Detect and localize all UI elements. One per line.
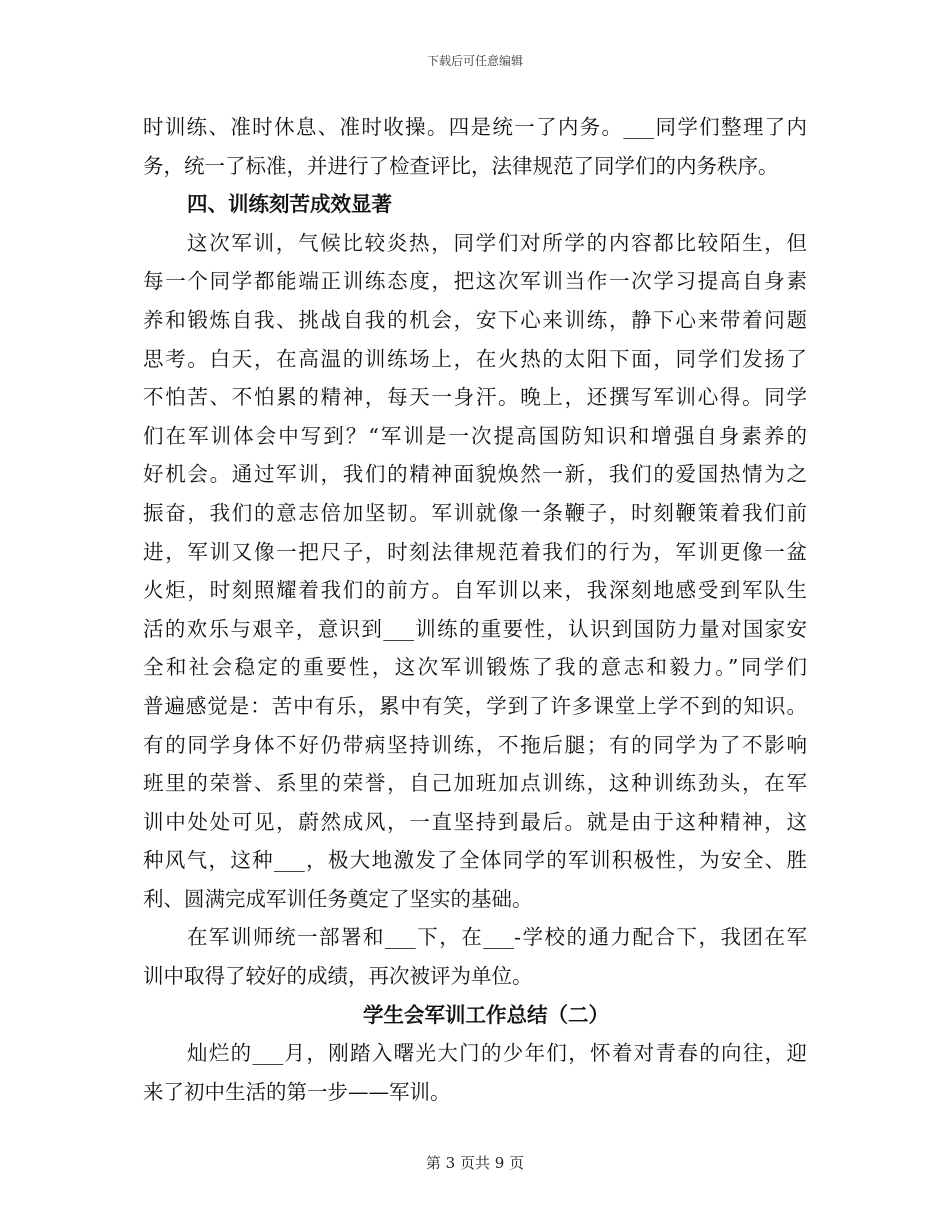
text-line: 灿烂的___月，刚踏入曙光大门的少年们，怀着对青春的向往，迎 [187, 1041, 807, 1066]
page-footer: 第 3 页共 9 页 [425, 1154, 525, 1172]
text-line: 普遍感觉是：苦中有乐，累中有笑，学到了许多课堂上学不到的知识。 [143, 693, 807, 718]
text-line: 每一个同学都能端正训练态度，把这次军训当作一次学习提高自身素 [143, 269, 807, 294]
paragraph [143, 1034, 807, 1111]
text-line: 振奋，我们的意志倍加坚韧。军训就像一条鞭子，时刻鞭策着我们前 [143, 500, 807, 525]
text-line: 来了初中生活的第一步——军训。 [143, 1079, 451, 1104]
paragraph [143, 224, 807, 919]
text-line: 进，军训又像一把尺子，时刻法律规范着我们的行为，军训更像一盆 [143, 539, 807, 564]
text-line: 们在军训体会中写到？“军训是一次提高国防知识和增强自身素养的 [143, 423, 807, 448]
text-line: 不怕苦、不怕累的精神，每天一身汗。晚上，还撰写军训心得。同学 [143, 385, 807, 410]
text-line: 种风气，这种___，极大地激发了全体同学的军训积极性，为安全、胜 [143, 848, 807, 873]
text-line: 思考。白天，在高温的训练场上，在火热的太阳下面，同学们发扬了 [143, 346, 807, 371]
text-line: 全和社会稳定的重要性，这次军训锻炼了我的意志和毅力。”同学们 [143, 655, 807, 680]
text-line: 火炬，时刻照耀着我们的前方。自军训以来，我深刻地感受到军队生 [143, 578, 807, 603]
text-line: 有的同学身体不好仍带病坚持训练，不拖后腿；有的同学为了不影响 [143, 732, 807, 757]
text-line: 训中取得了较好的成绩，再次被评为单位。 [143, 964, 533, 989]
text-line: 这次军训，气候比较炎热，同学们对所学的内容都比较陌生，但 [187, 230, 807, 255]
paragraph [143, 108, 807, 185]
section-heading: 四、训练刻苦成效显著 [187, 192, 392, 217]
text-line: 养和锻炼自我、挑战自我的机会，安下心来训练，静下心来带着问题 [143, 307, 807, 332]
text-line: 活的欢乐与艰辛，意识到___训练的重要性，认识到国防力量对国家安 [143, 616, 807, 641]
text-line: 务，统一了标准，并进行了检查评比，法律规范了同学们的内务秩序。 [143, 153, 779, 178]
text-line: 在军训师统一部署和___下，在___-学校的通力配合下，我团在军 [187, 925, 807, 950]
text-line: 好机会。通过军训，我们的精神面貌焕然一新，我们的爱国热情为之 [143, 462, 807, 487]
paragraph [143, 918, 807, 995]
document-body [143, 108, 807, 1111]
text-line: 训中处处可见，蔚然成风，一直坚持到最后。就是由于这种精神，这 [143, 809, 807, 834]
text-line: 时训练、准时休息、准时收操。四是统一了内务。___同学们整理了内 [143, 115, 807, 139]
section-title: 学生会军训工作总结（二） [363, 1002, 609, 1027]
text-line: 班里的荣誉、系里的荣誉，自己加班加点训练，这种训练劲头，在军 [143, 771, 807, 796]
text-line: 利、圆满完成军训任务奠定了坚实的基础。 [143, 886, 533, 911]
page-header: 下载后可任意编辑 [426, 54, 523, 68]
